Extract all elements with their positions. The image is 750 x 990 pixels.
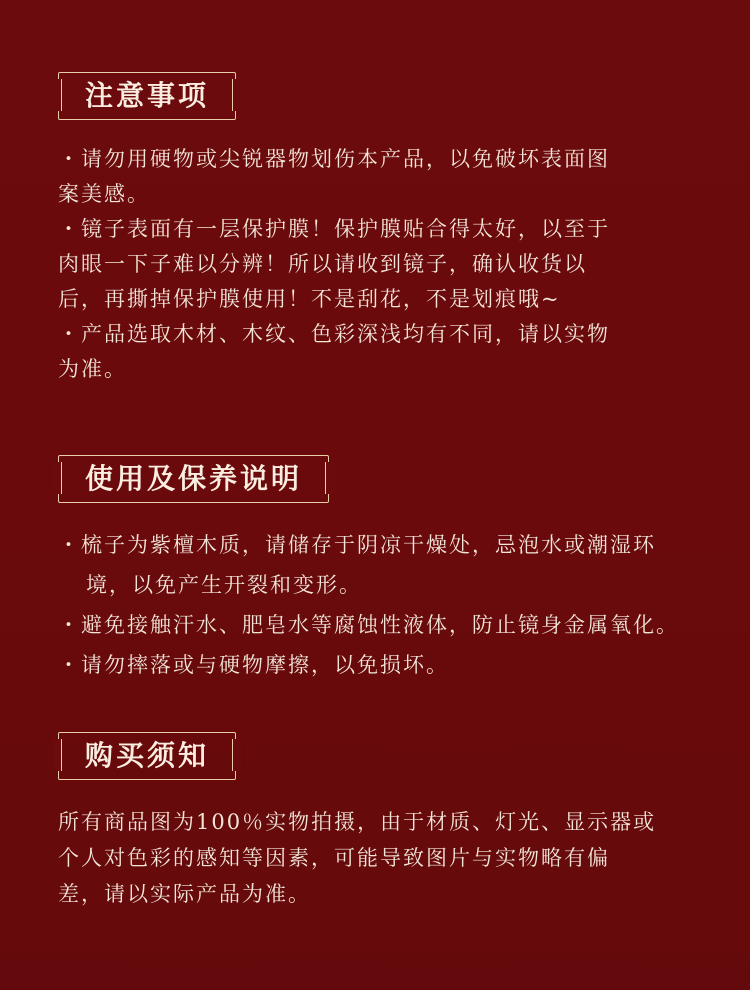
notice-text [58, 142, 710, 387]
section-title-purchase: 购买须知 [58, 732, 236, 780]
notice-line: ・产品选取木材、木纹、色彩深浅均有不同，请以实物 [58, 322, 610, 346]
purchase-text [58, 804, 710, 912]
purchase-line: 差，请以实际产品为准。 [58, 882, 311, 906]
notice-line: ・镜子表面有一层保护膜！保护膜贴合得太好，以至于 [58, 217, 610, 241]
care-line: 境，以免产生开裂和变形。 [86, 573, 362, 597]
care-line: ・请勿摔落或与硬物摩擦，以免损坏。 [58, 653, 449, 677]
section-title-notice: 注意事项 [58, 72, 236, 120]
notice-line: 后，再撕掉保护膜使用！不是刮花，不是划痕哦~ [58, 287, 561, 311]
notice-line: 肉眼一下子难以分辨！所以请收到镜子，确认收货以 [58, 252, 587, 276]
notice-line: 案美感。 [58, 182, 150, 206]
section-notice [58, 72, 710, 387]
notice-line: ・请勿用硬物或尖锐器物划伤本产品，以免破坏表面图 [58, 147, 610, 171]
care-line: ・避免接触汗水、肥皂水等腐蚀性液体，防止镜身金属氧化。 [58, 613, 679, 637]
notice-line: 为准。 [58, 357, 127, 381]
section-purchase [58, 732, 710, 912]
section-title-care: 使用及保养说明 [58, 455, 329, 503]
care-line: ・梳子为紫檀木质，请储存于阴凉干燥处，忌泡水或潮湿环 [58, 533, 656, 557]
care-text [58, 525, 710, 685]
purchase-line: 个人对色彩的感知等因素，可能导致图片与实物略有偏 [58, 846, 610, 870]
section-care [58, 455, 710, 685]
purchase-line: 所有商品图为100％实物拍摄，由于材质、灯光、显示器或 [58, 810, 657, 834]
